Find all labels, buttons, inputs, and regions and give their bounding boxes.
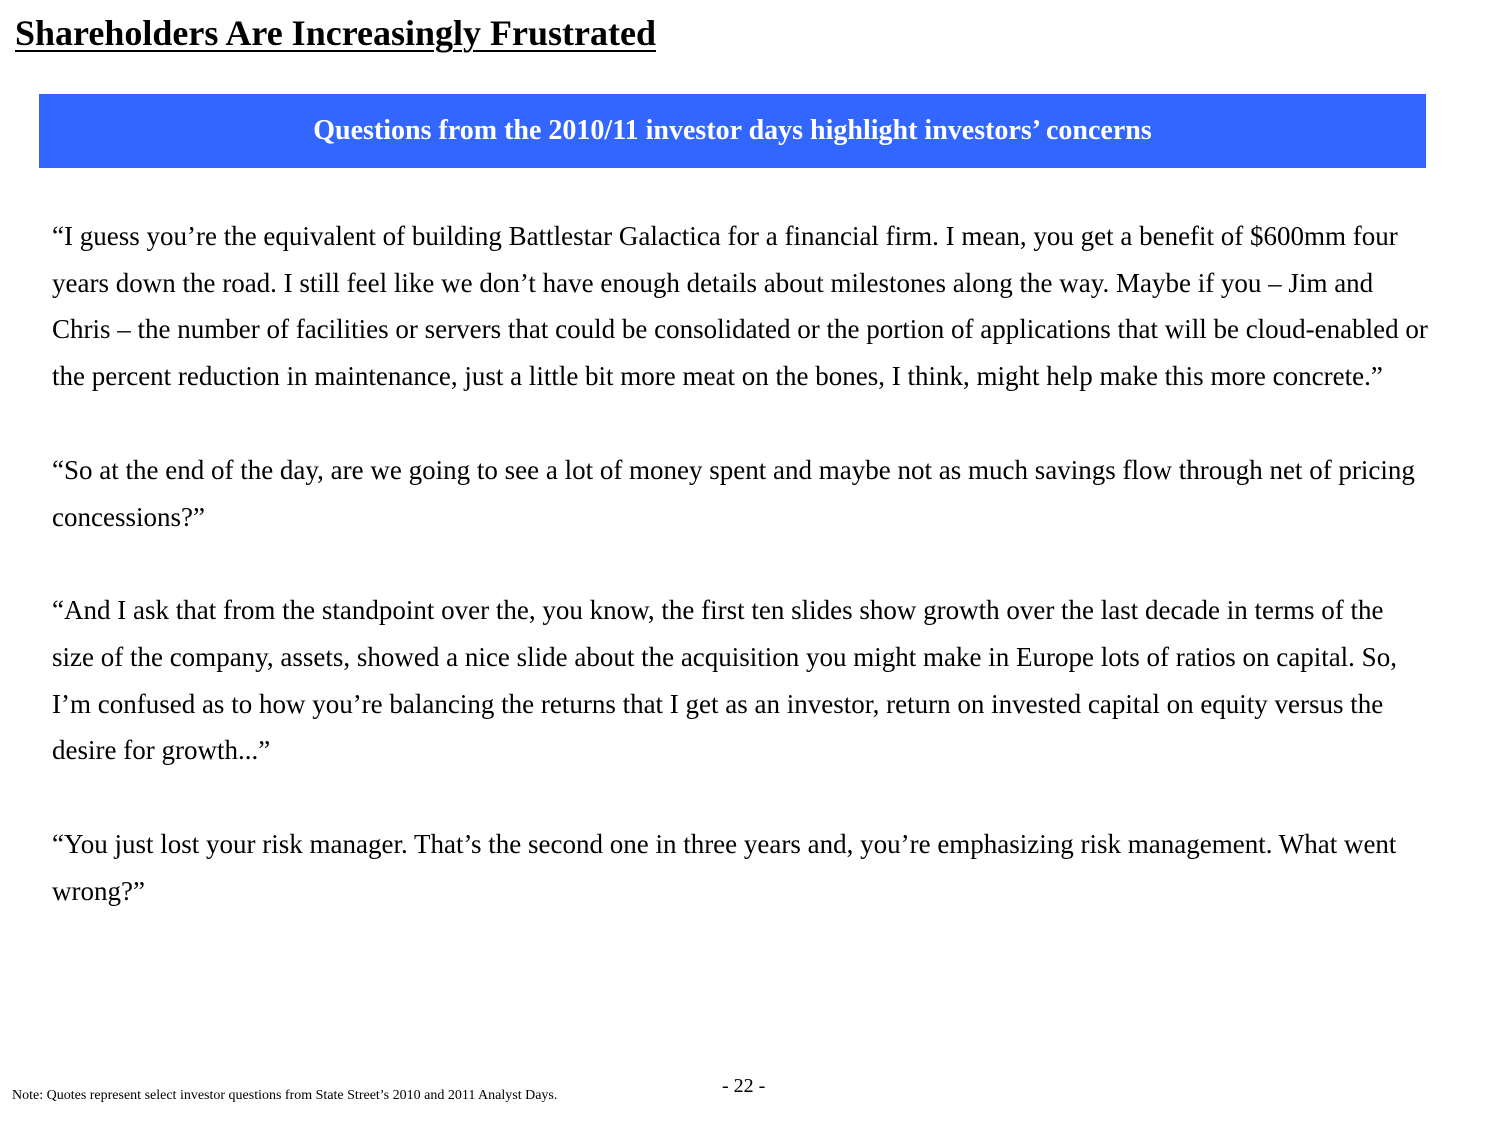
page-number: - 22 - (722, 1075, 766, 1097)
banner (39, 94, 1426, 168)
quote: “And I ask that from the standpoint over the, you know, the first ten slides show growth over the last decade in terms of the size of the company, assets, showed a nice slide about the acquisition you might make in Europe lots of ratios on capital. So, I’m confused as to how you’re balancing the returns that I get as an investor, return on invested capital on equity versus the desire for growth...” (52, 595, 1397, 766)
quote: “You just lost your risk manager. That’s the second one in three years and, you’re emphasizing risk management. What went wrong?” (52, 829, 1397, 906)
page-title: Shareholders Are Increasingly Frustrated (15, 13, 656, 53)
footnote: Note: Quotes represent select investor questions from State Street’s 2010 and 2011 Analyst Days. (12, 1088, 558, 1103)
quote: “So at the end of the day, are we going to see a lot of money spent and maybe not as much savings flow through net of pricing concessions?” (52, 454, 1415, 532)
quote: “I guess you’re the equivalent of building Battlestar Galactica for a financial firm. I mean, you get a benefit of $600mm four years down the road. I still feel like we don’t have enough details about milestones along the way. Maybe if you – Jim and Chris – the number of facilities or servers that could be consolidated or the portion of applications that will be cloud-enabled or the percent reduction in maintenance, just a little bit more meat on the bones, I think, might help make this more concrete.” (52, 221, 1428, 392)
quote-list (52, 213, 1432, 961)
banner-text: Questions from the 2010/11 investor days highlight investors’ concerns (313, 115, 1152, 146)
